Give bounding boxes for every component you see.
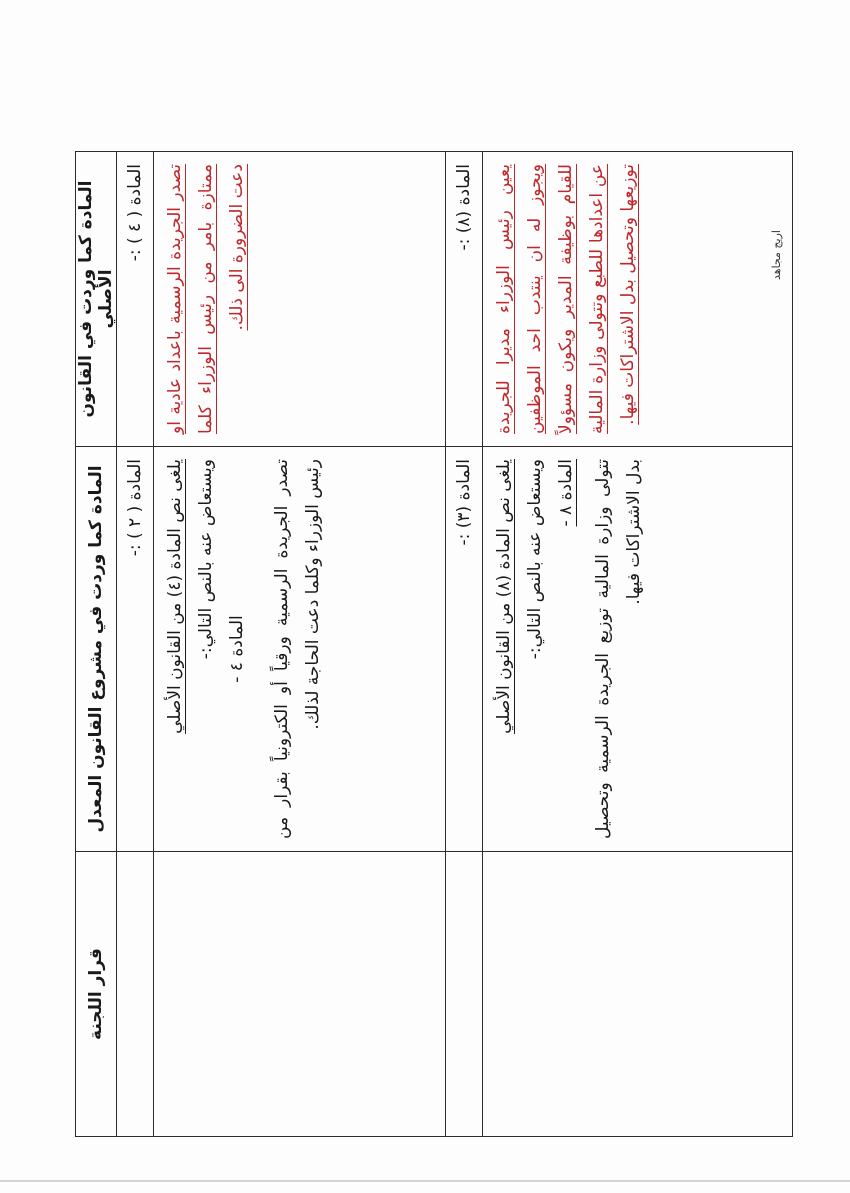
- original-article-label: المادة ( ٤ ) :-: [117, 152, 154, 447]
- article-label-row-2: [446, 152, 483, 1137]
- committee-cell: [154, 852, 446, 1137]
- article-label-row-1: [117, 152, 154, 1137]
- amended-article-text: [483, 447, 793, 852]
- amended-article-number: المادة ٨ -: [556, 459, 576, 527]
- amended-article-text: [154, 447, 446, 852]
- article-body-row-1: [154, 152, 446, 1137]
- committee-cell: [446, 852, 483, 1137]
- original-article-text: [154, 152, 446, 447]
- amended-article-label: المادة ( ٢ ) :-: [117, 447, 154, 852]
- committee-cell: [117, 852, 154, 1137]
- amended-article-body: تصدر الجريدة الرسمية ورقياً أو الكترونياً بقرار من رئيس الوزراء وكلما دعت الحاجة لذلك.: [272, 459, 323, 839]
- margin-note: اريج مجاهد: [770, 230, 783, 280]
- header-row: [76, 152, 117, 1137]
- comparison-sheet: [75, 151, 755, 1136]
- original-article-label: المادة (٨) :-: [446, 152, 483, 447]
- amended-line-2: ويستعاض عنه بالنص التالي:-: [196, 459, 216, 660]
- header-committee: قرار اللجنة: [76, 852, 117, 1137]
- scan-edge-line: [0, 1180, 850, 1182]
- original-text-red: يعين رئيس الوزراء مديرا للجريدة ويجوز له ان ينتدب احد الموظفين للقيام بوظيفة المدير ويكون مسؤولاً عن اعدادها للطبع وتتولى وزارة المالية توزيعها وتحصيل بدل الاشتراكات فيها.: [494, 164, 638, 434]
- amended-article-label: المادة (٣) :-: [446, 447, 483, 852]
- amended-article-body: تتولى وزارة المالية توزيع الجريدة الرسمية وتحصيل بدل الاشتراكات فيها.: [593, 459, 644, 839]
- comparison-table: [75, 151, 793, 1137]
- original-text-red: تصدر الجريدة الرسمية باعداد عادية او ممتازة بامر من رئيس الوزراء كلما دعت الضرورة الى ذلك.: [165, 164, 247, 434]
- committee-cell: [483, 852, 793, 1137]
- amended-line-2: ويستعاض عنه بالنص التالي:-: [525, 459, 545, 660]
- amended-article-number: المادة ٤ -: [227, 615, 247, 683]
- header-original: المادة كما وردت في القانون الأصلي: [76, 152, 117, 447]
- amended-line-1: يلغى نص المادة (٤) من القانون الأصلي: [165, 459, 185, 734]
- original-article-text: [483, 152, 793, 447]
- header-amended: المادة كما وردت في مشروع القانون المعدل: [76, 447, 117, 852]
- article-body-row-2: [483, 152, 793, 1137]
- amended-line-1: يلغى نص المادة (٨) من القانون الأصلي: [494, 459, 514, 734]
